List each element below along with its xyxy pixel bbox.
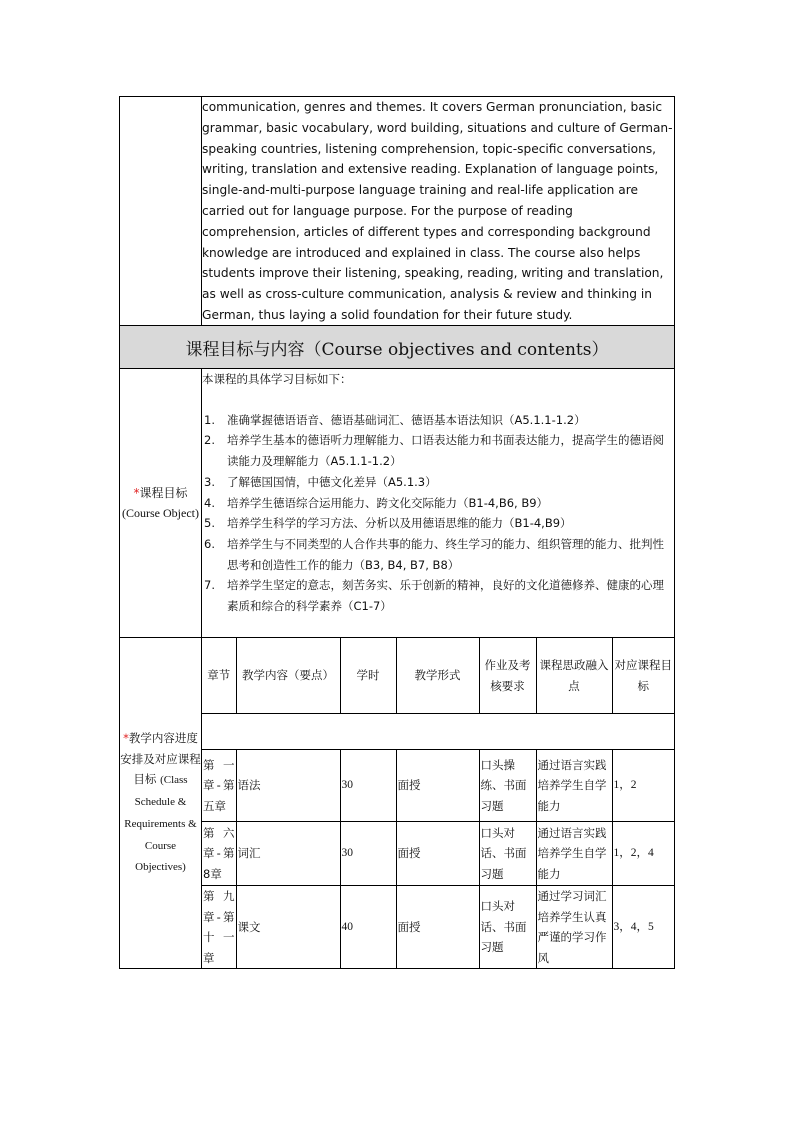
header-hours: 学时 bbox=[340, 638, 396, 714]
hours-cell: 40 bbox=[340, 886, 396, 969]
ideology-cell: 通过语言实践培养学生自学能力 bbox=[536, 822, 612, 886]
schedule-header-row bbox=[202, 638, 674, 714]
header-chapter: 章节 bbox=[202, 638, 236, 714]
objective-item: 3. 了解德国国情，中德文化差异（A5.1.3） bbox=[204, 474, 437, 489]
course-description-text: communication, genres and themes. It covers German pronunciation, basic grammar, basic vocabulary, word building, situations and culture of German-speaking countries, listening comprehension, topic-specific conversations, writing, translation and extensive reading. Explanation of language points, single-and-multi-purpose language training and real-life application are carried out for language purpose. For the purpose of reading comprehension, articles of different types and corresponding background knowledge are introduced and explained in class. The course also helps students improve their listening, speaking, reading, writing and translation, as well as cross-culture communication, analysis & review and thinking in German, thus laying a solid foundation for their future study. bbox=[202, 100, 673, 322]
description-cell bbox=[202, 97, 675, 326]
content-cell: 课文 bbox=[236, 886, 340, 969]
table-row bbox=[202, 822, 674, 886]
objective-item: 5. 培养学生科学的学习方法、分析以及用德语思维的能力（B1-4,B9） bbox=[204, 516, 572, 531]
homework-cell: 口头对话、书面习题 bbox=[479, 822, 536, 886]
schedule-cell bbox=[202, 638, 675, 969]
homework-cell: 口头操练、书面习题 bbox=[479, 750, 536, 822]
chapter-cell: 第 六章-第8章 bbox=[202, 822, 236, 886]
objectives-cell: 1，2，4 bbox=[612, 822, 674, 886]
objectives-label-en: (Course Object) bbox=[122, 506, 199, 520]
header-content: 教学内容（要点） bbox=[236, 638, 340, 714]
form-cell: 面授 bbox=[396, 822, 479, 886]
homework-cell: 口头对话、书面习题 bbox=[479, 886, 536, 969]
table-row bbox=[202, 886, 674, 969]
form-cell: 面授 bbox=[396, 750, 479, 822]
header-form: 教学形式 bbox=[396, 638, 479, 714]
schedule-table bbox=[202, 638, 674, 968]
content-cell: 语法 bbox=[236, 750, 340, 822]
section-header-row bbox=[120, 326, 675, 369]
objectives-row bbox=[120, 369, 675, 638]
ideology-cell: 通过学习词汇培养学生认真严谨的学习作风 bbox=[536, 886, 612, 969]
required-star: * bbox=[133, 486, 140, 500]
schedule-row bbox=[120, 638, 675, 969]
header-ideology: 课程思政融入点 bbox=[536, 638, 612, 714]
objectives-list bbox=[202, 410, 674, 617]
syllabus-table bbox=[119, 96, 675, 969]
table-row bbox=[202, 750, 674, 822]
hours-cell: 30 bbox=[340, 750, 396, 822]
objective-item: 1. 准确掌握德语语音、德语基础词汇、德语基本语法知识（A5.1.1-1.2） bbox=[204, 412, 586, 427]
objective-item: 6. 培养学生与不同类型的人合作共事的能力、终生学习的能力、组织管理的能力、批判性思考和创造性工作的能力（B3, B4, B7, B8） bbox=[204, 536, 664, 572]
content-cell: 词汇 bbox=[236, 822, 340, 886]
objectives-intro: 本课程的具体学习目标如下： bbox=[202, 372, 352, 386]
chapter-cell: 第一章-第五章 bbox=[202, 750, 236, 822]
description-row bbox=[120, 97, 675, 326]
objective-item: 7. 培养学生坚定的意志，刻苦务实、乐于创新的精神，良好的文化道德修养、健康的心理素质和综合的科学素养（C1-7） bbox=[204, 578, 664, 614]
description-left-cell bbox=[120, 97, 202, 326]
objective-item: 4. 培养学生德语综合运用能力、跨文化交际能力（B1-4,B6, B9） bbox=[204, 495, 549, 510]
chapter-cell: 第 九章-第 十 一章 bbox=[202, 886, 236, 969]
objectives-cell: 3，4，5 bbox=[612, 886, 674, 969]
ideology-cell: 通过语言实践培养学生自学能力 bbox=[536, 750, 612, 822]
form-cell: 面授 bbox=[396, 886, 479, 969]
schedule-label-en: (Class Schedule & Requirements & Course Objectives) bbox=[124, 774, 197, 874]
header-objectives: 对应课程目标 bbox=[612, 638, 674, 714]
section-title: 课程目标与内容（Course objectives and contents） bbox=[120, 326, 675, 369]
objectives-content bbox=[202, 369, 675, 638]
objectives-label bbox=[120, 369, 202, 638]
objectives-cell: 1，2 bbox=[612, 750, 674, 822]
objective-item: 2. 培养学生基本的德语听力理解能力、口语表达能力和书面表达能力，提高学生的德语阅读能力及理解能力（A5.1.1-1.2） bbox=[204, 433, 664, 469]
schedule-blank-row bbox=[202, 714, 674, 750]
required-star: * bbox=[123, 731, 129, 746]
header-homework: 作业及考核要求 bbox=[479, 638, 536, 714]
objectives-label-cn: 课程目标 bbox=[139, 486, 188, 500]
schedule-label-cn: 教学内容进度安排及对应课程目标 bbox=[120, 731, 201, 787]
hours-cell: 30 bbox=[340, 822, 396, 886]
schedule-label bbox=[120, 638, 202, 969]
